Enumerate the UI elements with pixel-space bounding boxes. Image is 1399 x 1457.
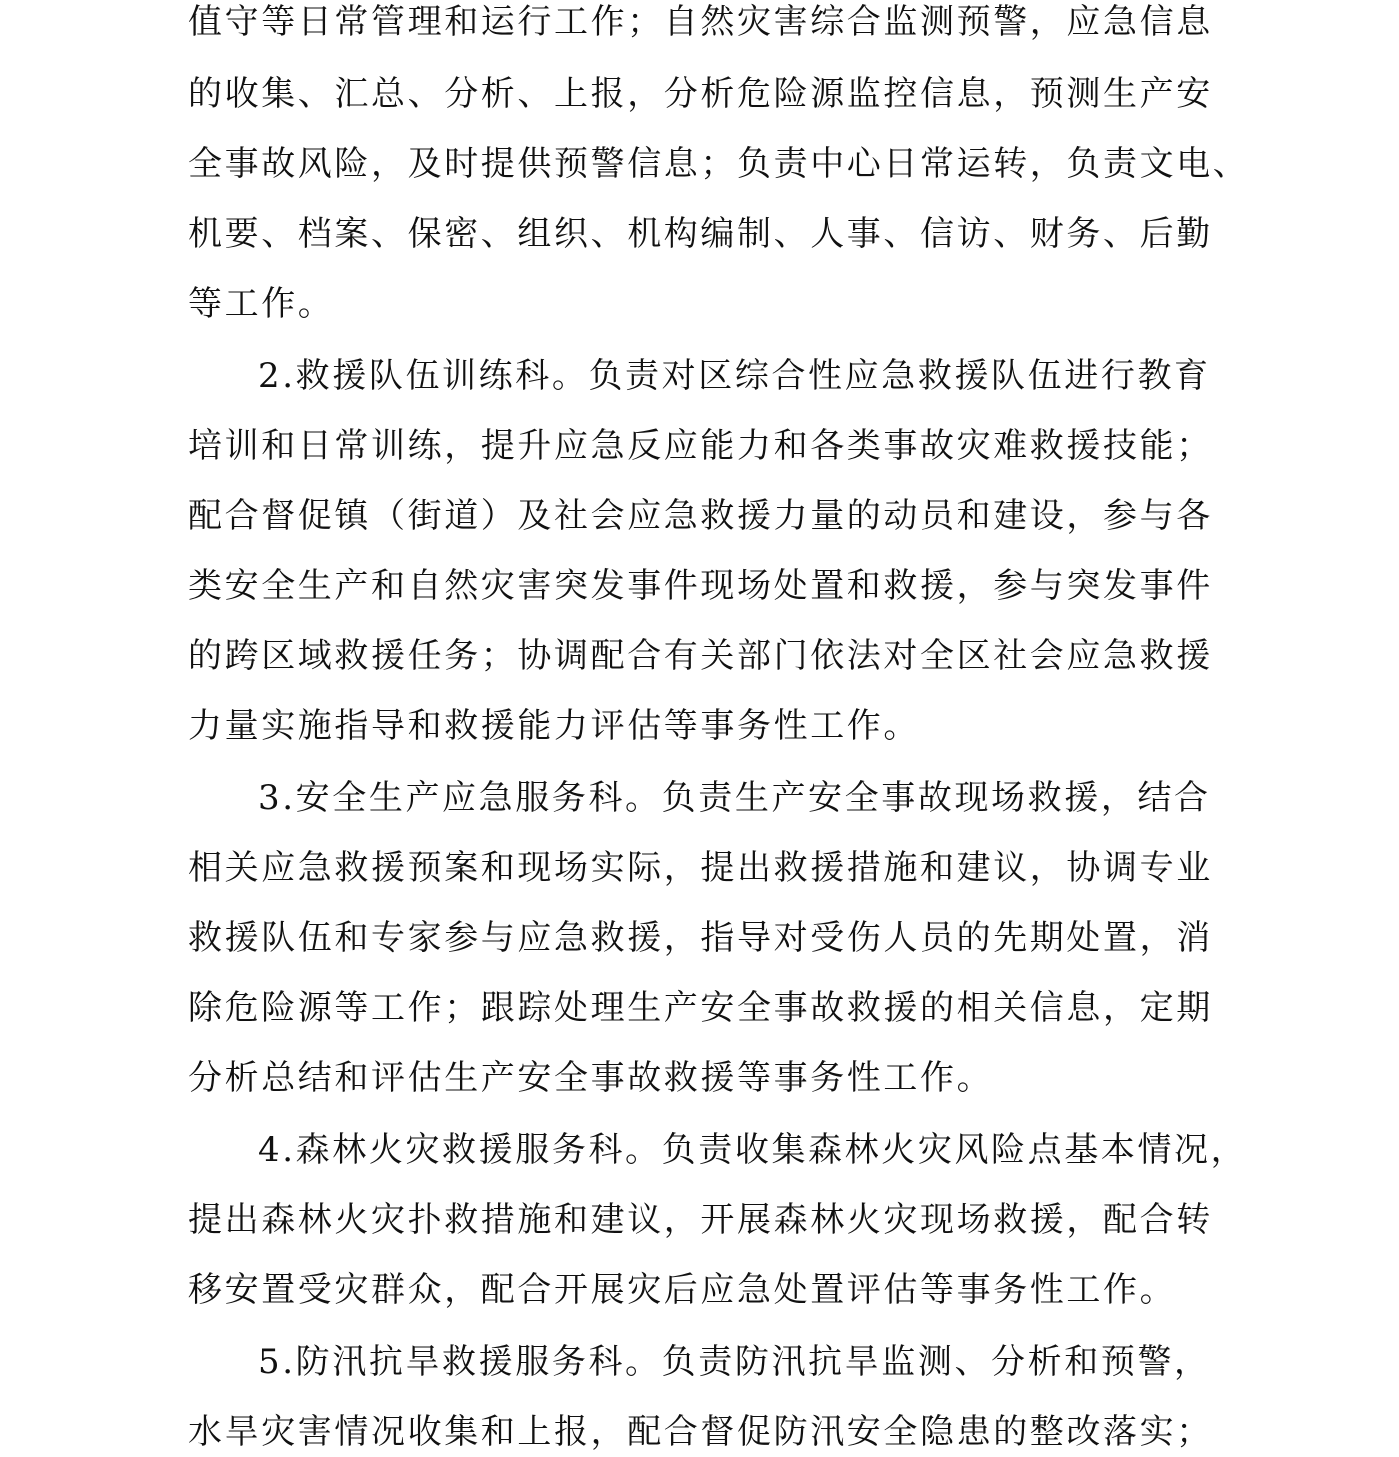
text-line-3: 全事故风险，及时提供预警信息；负责中心日常运转，负责文电、: [188, 144, 1250, 184]
text-line-14: 救援队伍和专家参与应急救援，指导对受伤人员的先期处置，消: [188, 918, 1213, 958]
text-line-5: 等工作。: [188, 284, 335, 324]
text-line-8: 配合督促镇（街道）及社会应急救援力量的动员和建设，参与各: [188, 496, 1213, 536]
text-line-9: 类安全生产和自然灾害突发事件现场处置和救援，参与突发事件: [188, 566, 1213, 606]
text-line-4: 机要、档案、保密、组织、机构编制、人事、信访、财务、后勤: [188, 214, 1213, 254]
paragraph-3-first-line: 3.安全生产应急服务科。负责生产安全事故现场救援，结合: [258, 778, 1211, 818]
text-line-2: 的收集、汇总、分析、上报，分析危险源监控信息，预测生产安: [188, 74, 1213, 114]
paragraph-4-first-line: 4.森林火灾救援服务科。负责收集森林火灾风险点基本情况，: [258, 1130, 1248, 1170]
text-line-19: 移安置受灾群众，配合开展灾后应急处置评估等事务性工作。: [188, 1270, 1177, 1310]
text-line-15: 除危险源等工作；跟踪处理生产安全事故救援的相关信息，定期: [188, 988, 1213, 1028]
paragraph-2-first-line: 2.救援队伍训练科。负责对区综合性应急救援队伍进行教育: [258, 356, 1211, 396]
text-line-10: 的跨区域救援任务；协调配合有关部门依法对全区社会应急救援: [188, 636, 1213, 676]
text-line-11: 力量实施指导和救援能力评估等事务性工作。: [188, 706, 920, 746]
text-line-7: 培训和日常训练，提升应急反应能力和各类事故灾难救援技能；: [188, 426, 1213, 466]
paragraph-5-first-line: 5.防汛抗旱救援服务科。负责防汛抗旱监测、分析和预警，: [258, 1342, 1211, 1382]
text-line-16: 分析总结和评估生产安全事故救援等事务性工作。: [188, 1058, 994, 1098]
text-line-1: 值守等日常管理和运行工作；自然灾害综合监测预警，应急信息: [188, 2, 1213, 42]
text-line-13: 相关应急救援预案和现场实际，提出救援措施和建议，协调专业: [188, 848, 1213, 888]
text-line-18: 提出森林火灾扑救措施和建议，开展森林火灾现场救援，配合转: [188, 1200, 1213, 1240]
text-line-21: 水旱灾害情况收集和上报，配合督促防汛安全隐患的整改落实；: [188, 1412, 1213, 1452]
